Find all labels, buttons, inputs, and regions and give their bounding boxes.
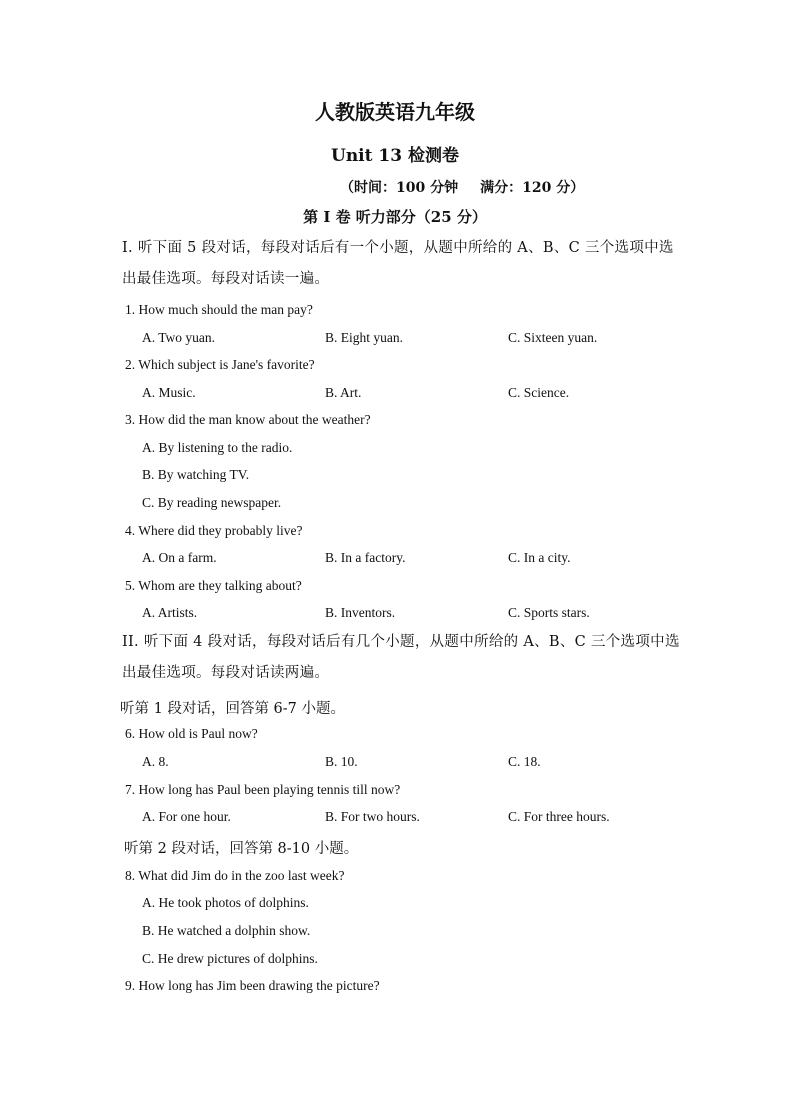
q6-option-b: B. 10. — [325, 754, 358, 769]
question-7: 7. How long has Paul been playing tennis till now? — [125, 782, 401, 797]
q4-option-b: B. In a factory. — [325, 550, 406, 565]
q6-option-a: A. 8. — [142, 754, 169, 769]
q1-option-b: B. Eight yuan. — [325, 330, 403, 345]
q5-option-a: A. Artists. — [142, 605, 198, 620]
q7-option-a: A. For one hour. — [142, 809, 231, 824]
question-2: 2. Which subject is Jane's favorite? — [125, 357, 315, 372]
page-subtitle: Unit 13 检测卷 — [331, 146, 459, 166]
q2-option-c: C. Science. — [508, 385, 570, 400]
q3-option-c: C. By reading newspaper. — [142, 495, 282, 510]
part2-instruction: II. 听下面 4 段对话，每段对话后有几个小题，从题中所给的 A、B、C 三个选项中选出最佳选项。每段对话读两遍。 — [122, 634, 680, 681]
q3-option-b: B. By watching TV. — [142, 467, 250, 482]
q6-option-c: C. 18. — [508, 754, 541, 769]
q2-option-b: B. Art. — [325, 385, 362, 400]
q5-option-c: C. Sports stars. — [508, 605, 590, 620]
question-5: 5. Whom are they talking about? — [125, 578, 302, 593]
q3-option-a: A. By listening to the radio. — [142, 440, 293, 455]
q8-option-c: C. He drew pictures of dolphins. — [142, 951, 318, 966]
exam-meta — [340, 177, 584, 197]
question-6: 6. How old is Paul now? — [125, 726, 258, 741]
q5-option-b: B. Inventors. — [325, 605, 396, 620]
page-title: 人教版英语九年级 — [315, 100, 475, 124]
exam-time: （时间：100 分钟 — [340, 180, 459, 196]
q4-option-a: A. On a farm. — [142, 550, 217, 565]
question-4: 4. Where did they probably live? — [125, 523, 303, 538]
q8-option-b: B. He watched a dolphin show. — [142, 923, 311, 938]
question-8: 8. What did Jim do in the zoo last week? — [125, 868, 345, 883]
part1-instruction: I. 听下面 5 段对话，每段对话后有一个小题，从题中所给的 A、B、C 三个选项中选出最佳选项。每段对话读一遍。 — [122, 240, 674, 287]
q2-option-a: A. Music. — [142, 385, 196, 400]
question-1: 1. How much should the man pay? — [125, 302, 313, 317]
q7-option-c: C. For three hours. — [508, 809, 610, 824]
q1-option-c: C. Sixteen yuan. — [508, 330, 598, 345]
section-title: 第 I 卷 听力部分（25 分） — [303, 208, 487, 226]
dialog-2-heading: 听第 2 段对话，回答第 8-10 小题。 — [124, 841, 359, 857]
exam-score: 满分：120 分） — [480, 180, 585, 196]
question-3: 3. How did the man know about the weather? — [125, 412, 371, 427]
q7-option-b: B. For two hours. — [325, 809, 420, 824]
q1-option-a: A. Two yuan. — [142, 330, 216, 345]
question-9: 9. How long has Jim been drawing the picture? — [125, 978, 380, 993]
q4-option-c: C. In a city. — [508, 550, 571, 565]
dialog-1-heading: 听第 1 段对话，回答第 6-7 小题。 — [120, 701, 346, 717]
q8-option-a: A. He took photos of dolphins. — [142, 895, 309, 910]
